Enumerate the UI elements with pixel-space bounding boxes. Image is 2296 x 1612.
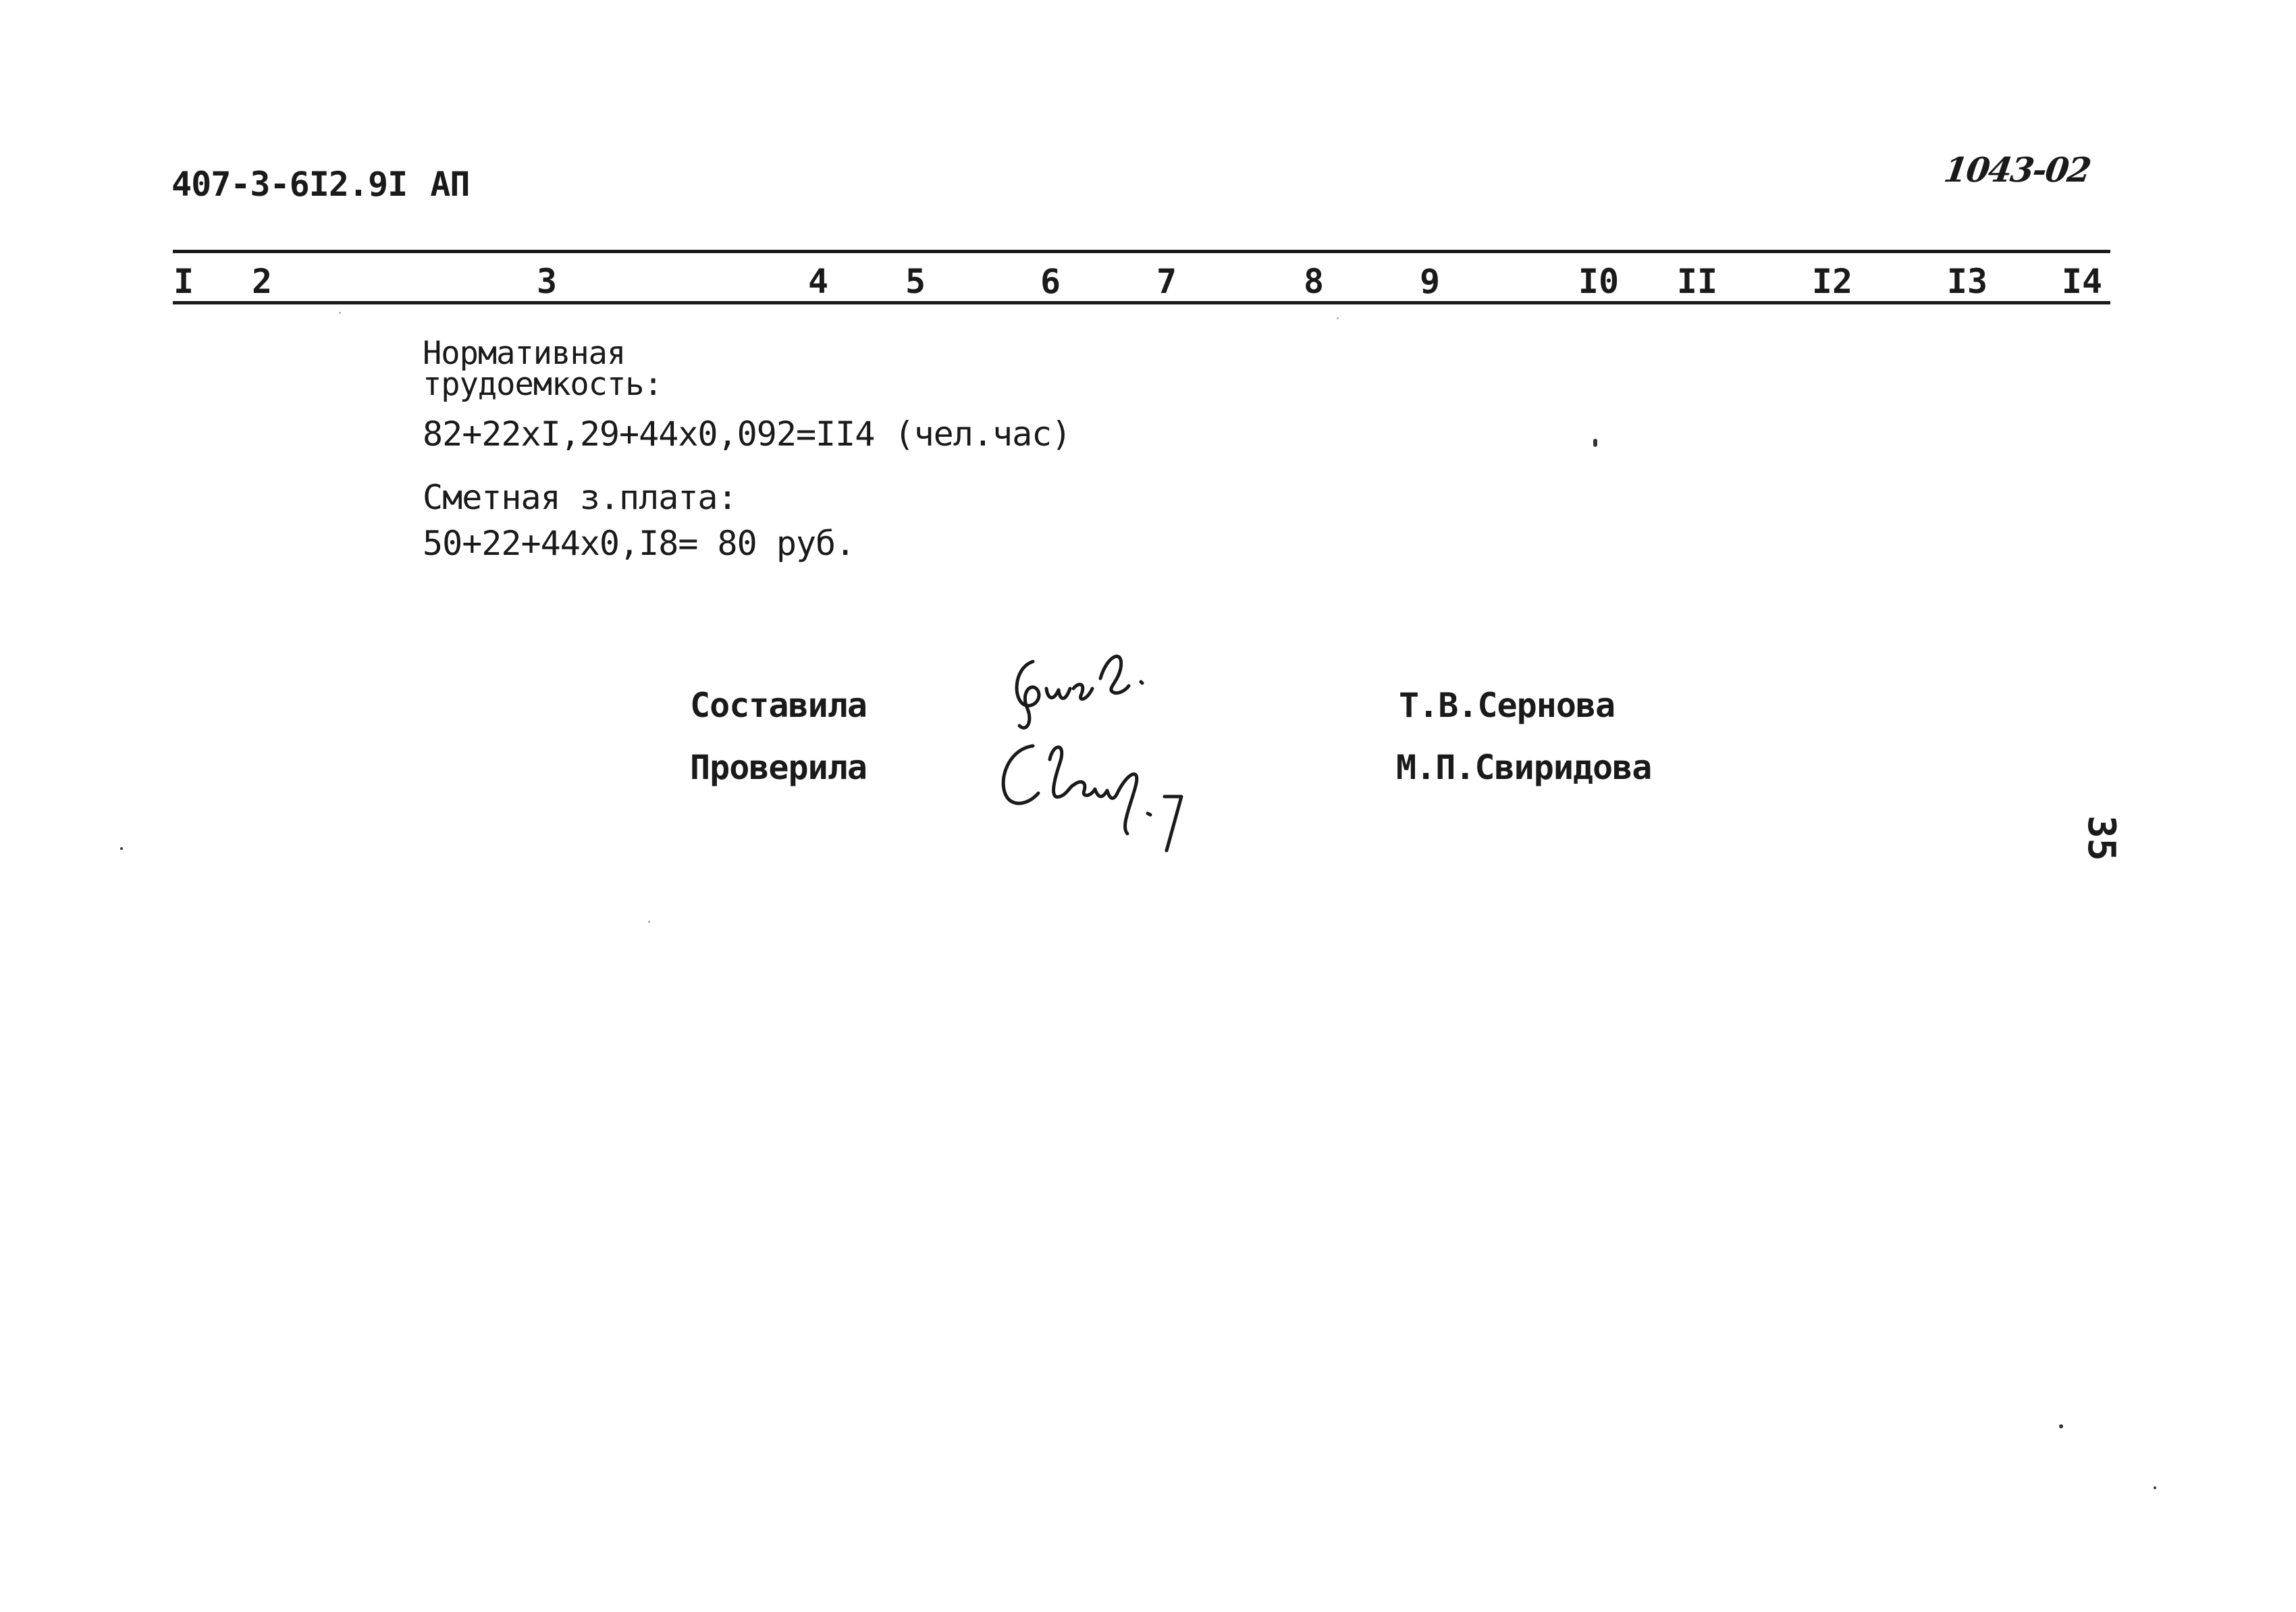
table-header-bottom-rule <box>173 301 2110 304</box>
compiled-by-label: Составила <box>690 686 867 725</box>
compiled-by-name: Т.В.Сернова <box>1399 686 1616 725</box>
scan-speck <box>2154 1486 2156 1489</box>
column-number-6: 6 <box>1040 262 1061 301</box>
column-number-3: 3 <box>536 262 558 301</box>
scan-speck <box>648 921 650 923</box>
column-number-13: I3 <box>1946 262 1988 301</box>
checked-by-name: М.П.Свиридова <box>1396 748 1652 787</box>
column-number-2: 2 <box>251 262 273 301</box>
column-number-5: 5 <box>905 262 926 301</box>
scan-speck <box>339 312 341 314</box>
signature-compiler <box>1006 641 1168 736</box>
document-code <box>171 165 469 204</box>
scan-speck <box>1593 439 1597 447</box>
signature-checker <box>986 732 1188 861</box>
sheet-code: АП <box>430 165 470 204</box>
doc-code-number: 407-3-6I2.9I <box>171 165 408 204</box>
table-top-rule <box>173 250 2110 253</box>
scan-speck <box>1337 317 1339 319</box>
column-number-12: I2 <box>1811 262 1853 301</box>
column-number-1: I <box>173 262 194 301</box>
labor-formula: 82+22xI,29+44x0,092=II4 (чел.час) <box>423 414 1071 454</box>
column-number-8: 8 <box>1303 262 1325 301</box>
checked-by-label: Проверила <box>690 748 867 787</box>
labor-label-line2: трудоемкость: <box>423 366 662 403</box>
wage-formula: 50+22+44x0,I8= 80 руб. <box>423 524 855 563</box>
column-number-7: 7 <box>1156 262 1177 301</box>
column-number-10: I0 <box>1578 262 1620 301</box>
scan-speck <box>2059 1424 2063 1428</box>
labor-label-line1: Нормативная <box>423 335 626 372</box>
column-number-4: 4 <box>807 262 829 301</box>
scan-speck <box>120 847 123 850</box>
page-number: 35 <box>2079 815 2123 861</box>
wage-label: Сметная з.плата: <box>423 478 737 517</box>
column-number-11: II <box>1676 262 1718 301</box>
column-number-14: I4 <box>2061 262 2103 301</box>
column-number-9: 9 <box>1419 262 1441 301</box>
handwritten-archive-code: 1043-02 <box>1941 150 2093 190</box>
